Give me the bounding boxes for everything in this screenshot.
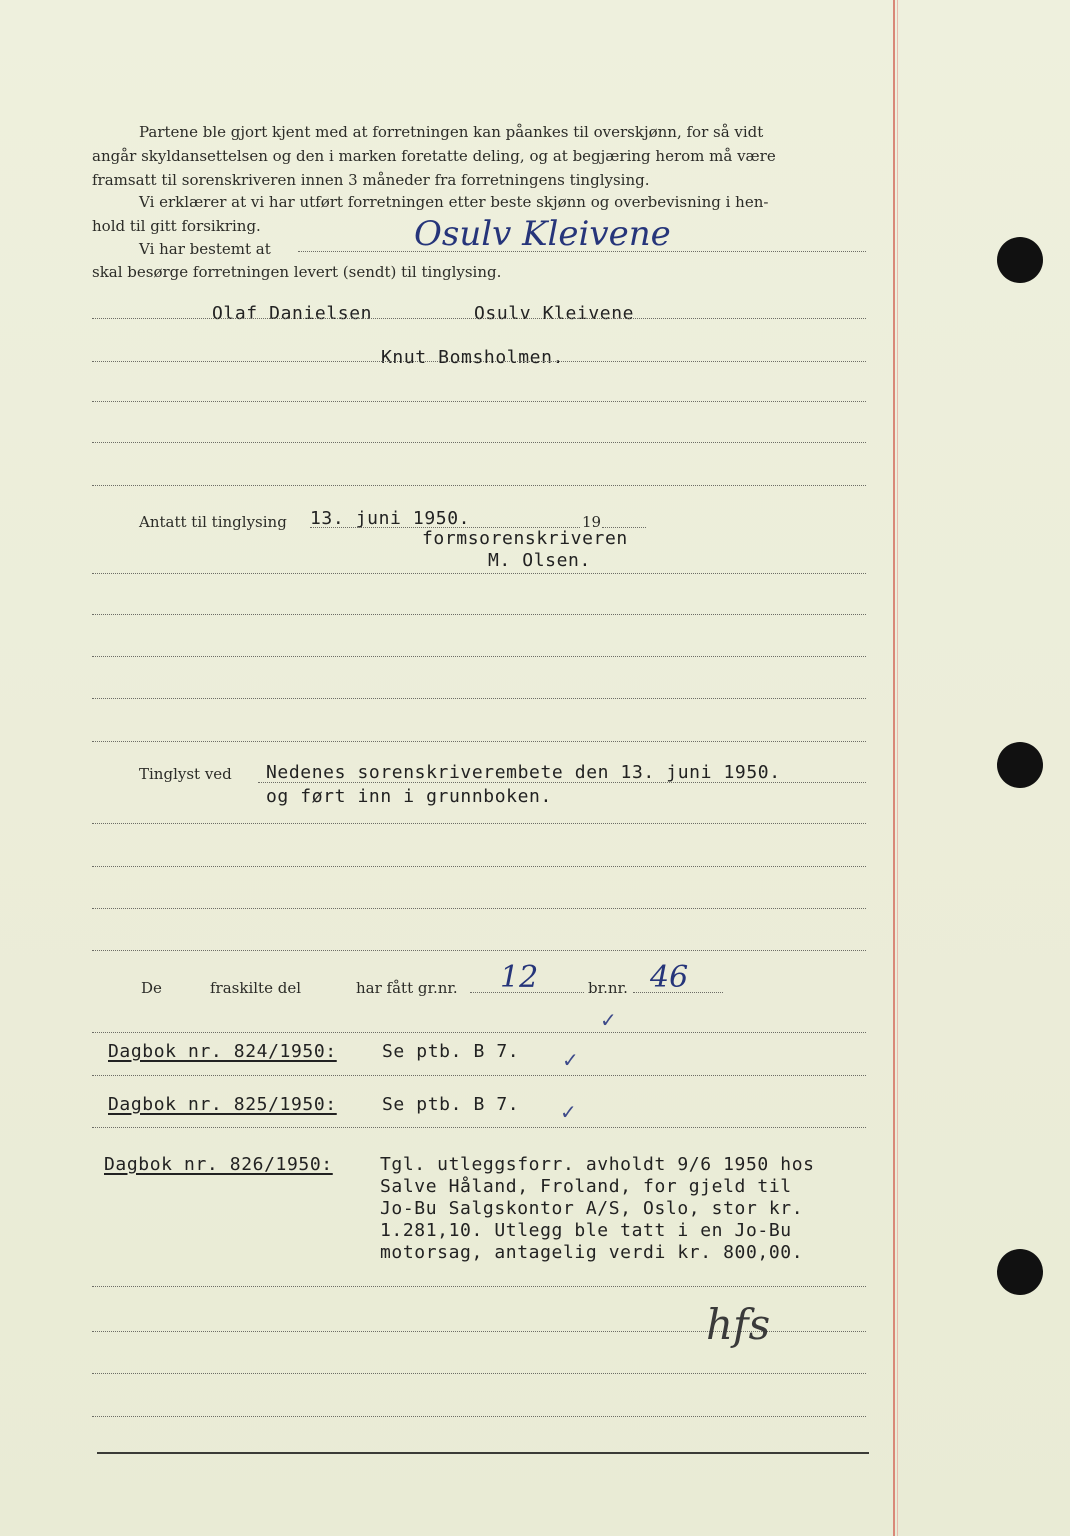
paragraph-line-4: Vi erklærer at vi har utført forretningen etter beste skjønn og overbevisning i hen- <box>139 193 769 211</box>
dotted-line <box>92 823 866 824</box>
dotted-line <box>92 866 866 867</box>
dotted-line <box>92 1286 866 1287</box>
dagbok-entry-line: Tgl. utleggsforr. avholdt 9/6 1950 hos <box>380 1154 815 1175</box>
dotted-line <box>92 573 866 574</box>
fraskilte-de: De <box>141 979 162 997</box>
dagbok-ref-3: Dagbok nr. 826/1950: <box>104 1154 333 1175</box>
dagbok-entry-line: 1.281,10. Utlegg ble tatt i en Jo-Bu <box>380 1220 792 1241</box>
dagbok-text-1: Se ptb. B 7. <box>382 1041 520 1062</box>
tinglyst-text-2: og ført inn i grunnboken. <box>266 786 552 807</box>
antatt-label: Antatt til tinglysing <box>139 513 287 531</box>
signature-1: Olaf Danielsen <box>212 303 373 324</box>
dotted-line <box>258 782 866 783</box>
br-nr-label: br.nr. <box>588 979 628 997</box>
closing-rule <box>97 1452 869 1454</box>
dotted-line <box>92 1032 866 1033</box>
dotted-line <box>92 908 866 909</box>
tinglyst-text-1: Nedenes sorenskriverembete den 13. juni 1950. <box>266 762 781 783</box>
dotted-line <box>92 485 866 486</box>
dagbok-entry-line: Jo-Bu Salgskontor A/S, Oslo, stor kr. <box>380 1198 804 1219</box>
paragraph-line-2: angår skyldansettelsen og den i marken foretatte deling, og at begjæring herom må være <box>92 147 776 165</box>
dotted-line <box>92 656 866 657</box>
dotted-line <box>92 401 866 402</box>
antatt-office: formsorenskriveren <box>422 528 628 549</box>
dotted-line <box>92 1373 866 1374</box>
signature-2: Osulv Kleivene <box>474 303 635 324</box>
paragraph-line-3: framsatt til sorenskriveren innen 3 måneder fra forretningens tinglysing. <box>92 171 650 189</box>
dagbok-ref-1: Dagbok nr. 824/1950: <box>108 1041 337 1062</box>
punch-hole-bottom <box>997 1249 1043 1295</box>
initials-signature: hfs <box>706 1300 771 1349</box>
year-prefix: 19 <box>582 513 602 531</box>
dagbok-entry-line: motorsag, antagelig verdi kr. 800,00. <box>380 1242 804 1263</box>
handwritten-name: Osulv Kleivene <box>414 214 671 254</box>
fraskilte-del: fraskilte del <box>210 979 301 997</box>
br-nr-value: 46 <box>650 960 689 995</box>
margin-rule-secondary <box>897 0 898 1536</box>
antatt-name: M. Olsen. <box>488 550 591 571</box>
punch-hole-top <box>997 237 1043 283</box>
dotted-line <box>92 1416 866 1417</box>
check-mark-icon: ✓ <box>560 1100 577 1124</box>
dagbok-text-2: Se ptb. B 7. <box>382 1094 520 1115</box>
dagbok-entry-line: Salve Håland, Froland, for gjeld til <box>380 1176 792 1197</box>
paragraph-line-1: Partene ble gjort kjent med at forretningen kan påankes til overskjønn, for så vidt <box>139 123 764 141</box>
dotted-line <box>92 1127 866 1128</box>
signature-3: Knut Bomsholmen. <box>381 347 564 368</box>
dotted-line <box>92 741 866 742</box>
antatt-date: 13. juni 1950. <box>310 508 471 529</box>
paragraph-line-7: skal besørge forretningen levert (sendt) til tinglysing. <box>92 263 502 281</box>
punch-hole-middle <box>997 742 1043 788</box>
gr-nr-label: har fått gr.nr. <box>356 979 458 997</box>
paragraph-line-5: hold til gitt forsikring. <box>92 217 261 235</box>
check-mark-icon: ✓ <box>600 1008 617 1032</box>
margin-rule <box>893 0 895 1536</box>
paragraph-line-6: Vi har bestemt at <box>139 240 271 258</box>
dotted-line <box>92 1075 866 1076</box>
tinglyst-label: Tinglyst ved <box>139 765 232 783</box>
dotted-line <box>92 318 866 319</box>
gr-nr-value: 12 <box>500 960 539 995</box>
dotted-line <box>92 614 866 615</box>
dotted-line <box>92 950 866 951</box>
dagbok-ref-2: Dagbok nr. 825/1950: <box>108 1094 337 1115</box>
dotted-line <box>92 442 866 443</box>
check-mark-icon: ✓ <box>562 1048 579 1072</box>
dotted-line <box>92 698 866 699</box>
dotted-line <box>92 361 866 362</box>
